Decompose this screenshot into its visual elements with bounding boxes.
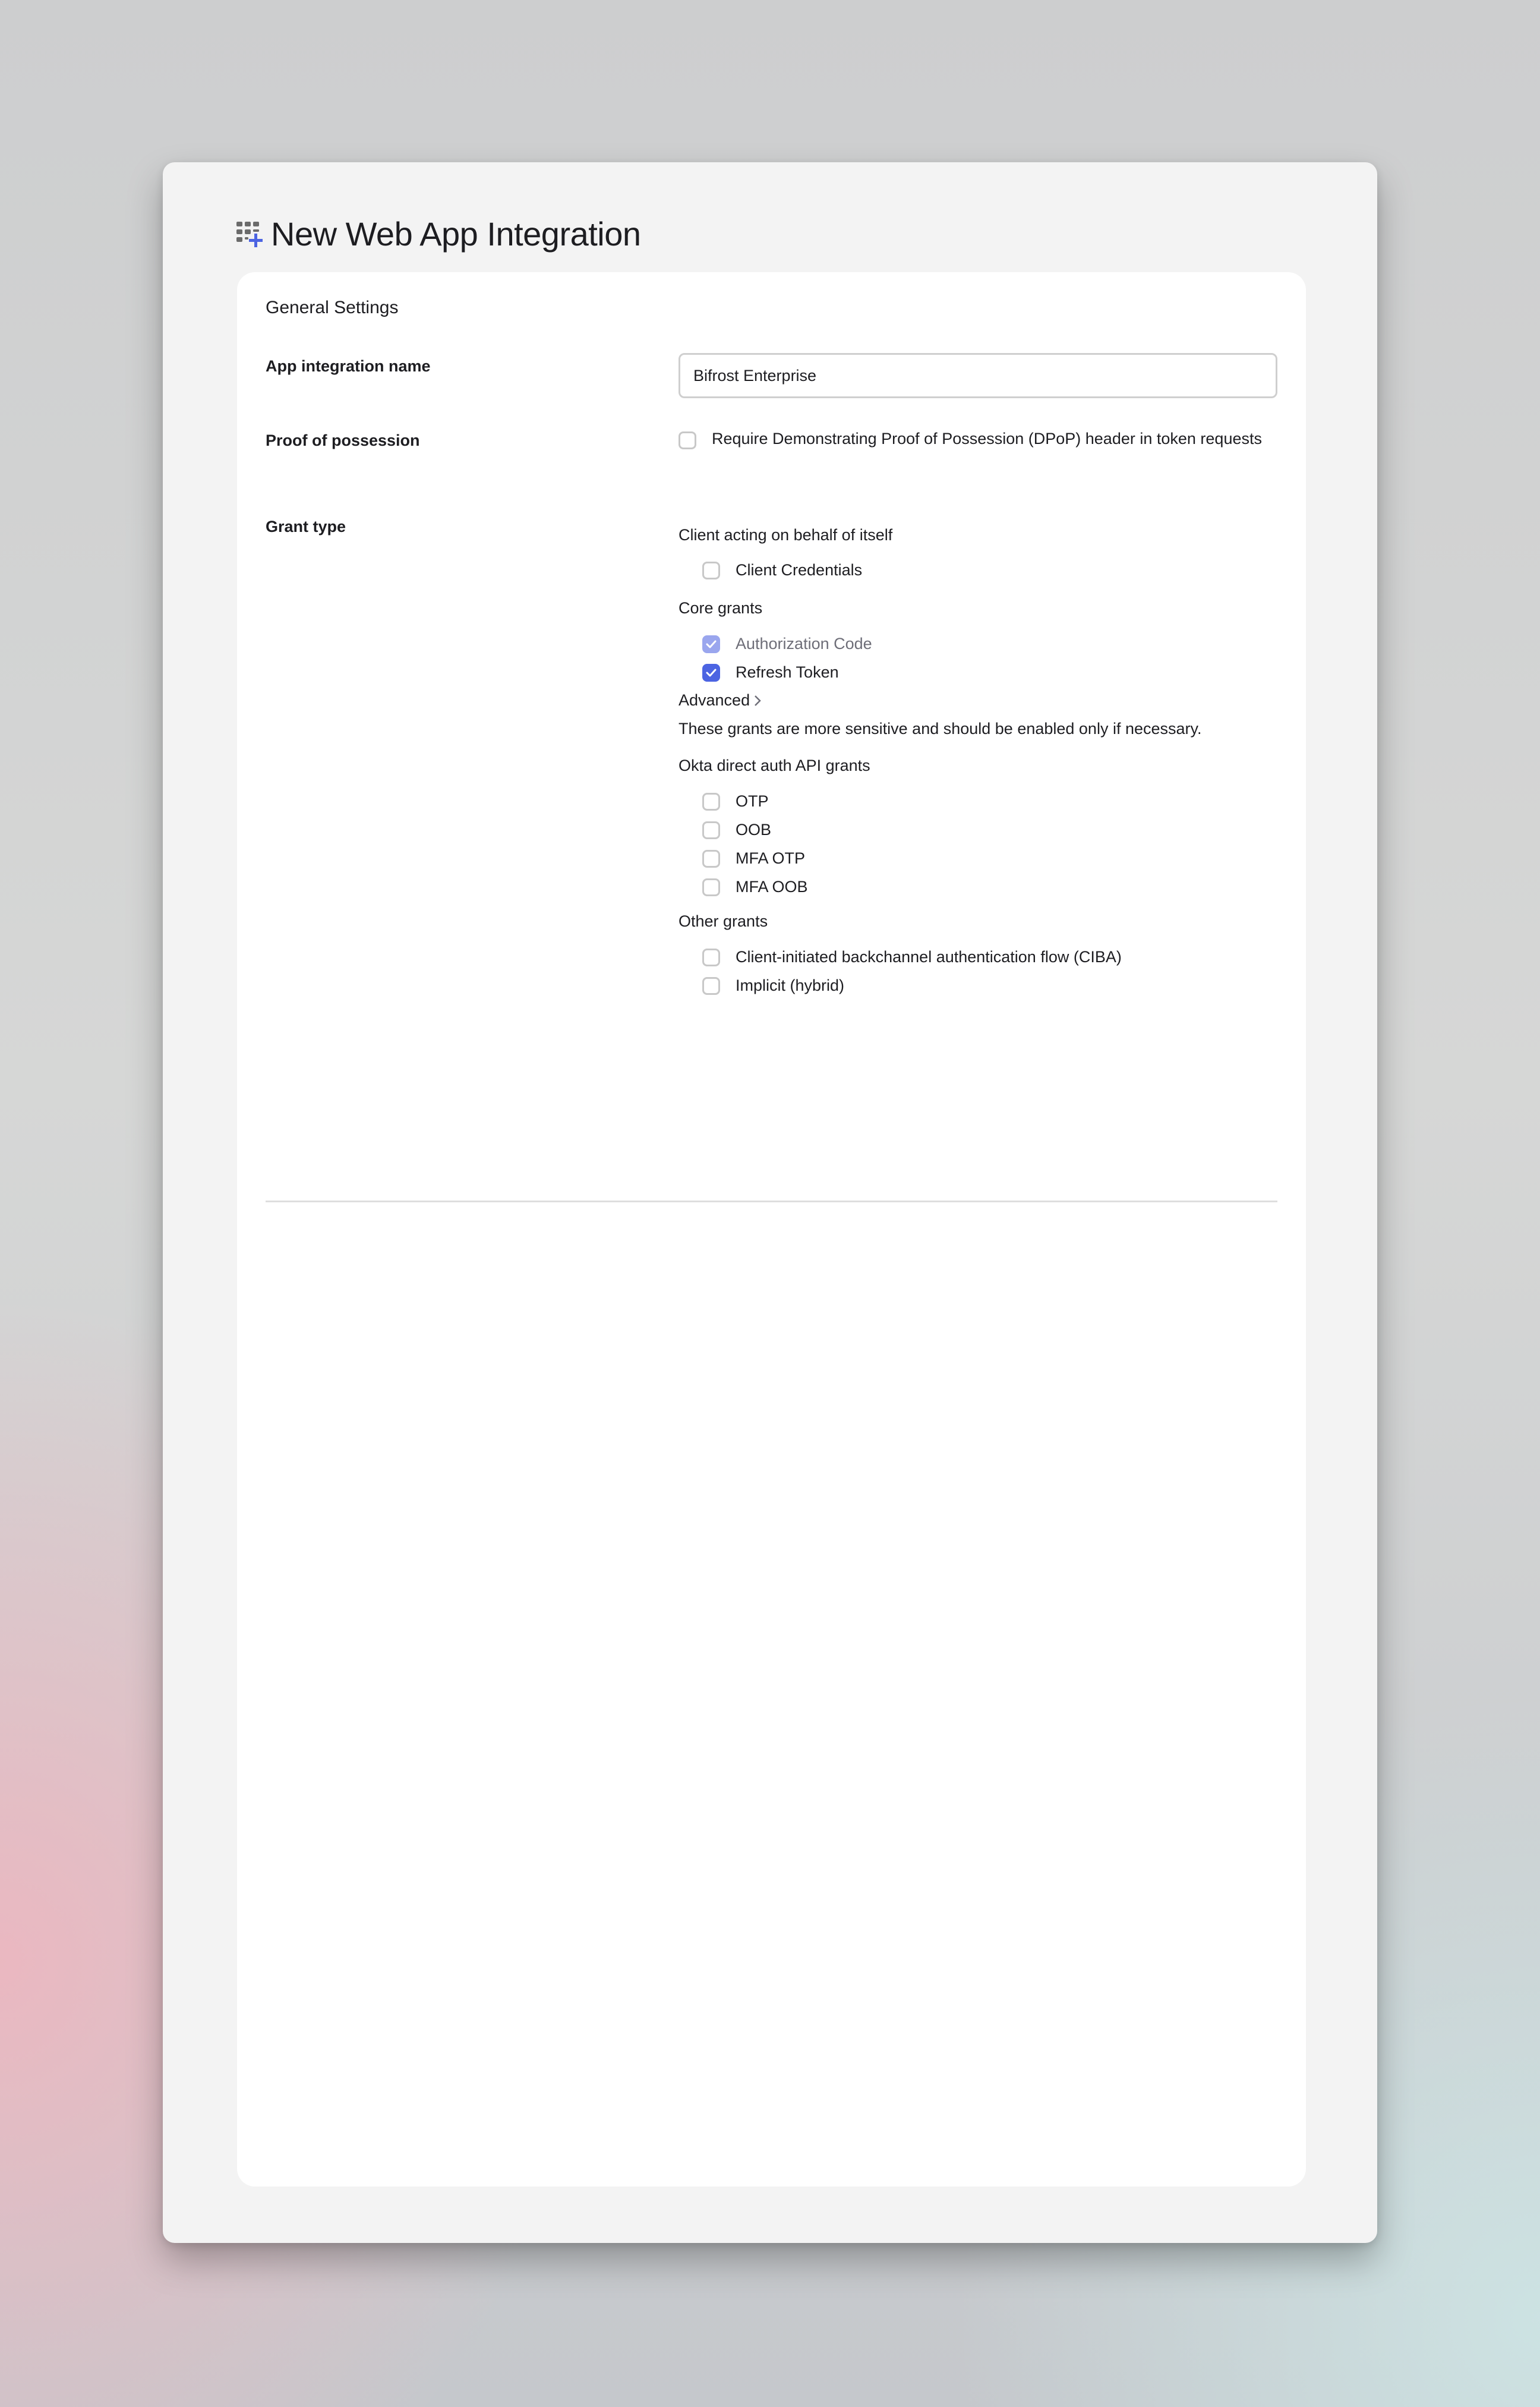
- app-name-label: App integration name: [266, 357, 431, 375]
- section-title-general-settings: General Settings: [266, 298, 399, 317]
- grant-implicit-hybrid[interactable]: [702, 976, 844, 995]
- mfa-otp-label: MFA OTP: [736, 849, 806, 867]
- check-icon: [706, 669, 717, 677]
- authorization-code-checkbox: [702, 635, 720, 653]
- grant-client-credentials[interactable]: [702, 561, 862, 579]
- grant-refresh-token[interactable]: [702, 663, 839, 682]
- grant-ciba[interactable]: [702, 948, 1122, 966]
- refresh-token-checkbox[interactable]: [702, 664, 720, 682]
- ciba-label: Client-initiated backchannel authentication flow (CIBA): [736, 948, 1122, 966]
- implicit-hybrid-label: Implicit (hybrid): [736, 976, 845, 994]
- advanced-note: These grants are more sensitive and should be enabled only if necessary.: [679, 720, 1202, 738]
- advanced-label: Advanced: [679, 691, 750, 709]
- refresh-token-label: Refresh Token: [736, 663, 839, 681]
- oob-label: OOB: [736, 821, 772, 839]
- client-group-label: Client acting on behalf of itself: [679, 526, 893, 544]
- check-icon: [706, 640, 717, 648]
- core-grants-label: Core grants: [679, 599, 763, 617]
- mfa-oob-checkbox[interactable]: [702, 878, 720, 896]
- form-card: [237, 272, 1306, 2187]
- app-grid-add-icon: [236, 219, 265, 248]
- new-app-integration-window: [163, 162, 1377, 2243]
- advanced-toggle[interactable]: [679, 691, 762, 710]
- grant-mfa-oob[interactable]: [702, 878, 808, 896]
- dpop-checkbox[interactable]: [679, 431, 696, 449]
- direct-auth-grants-label: Okta direct auth API grants: [679, 757, 870, 774]
- dpop-checkbox-row[interactable]: [679, 429, 1277, 453]
- mfa-otp-checkbox[interactable]: [702, 850, 720, 868]
- app-name-input[interactable]: [679, 353, 1277, 398]
- implicit-hybrid-checkbox[interactable]: [702, 977, 720, 995]
- proof-of-possession-label: Proof of possession: [266, 431, 420, 449]
- ciba-checkbox[interactable]: [702, 949, 720, 966]
- authorization-code-label: Authorization Code: [736, 635, 872, 653]
- other-grants-label: Other grants: [679, 912, 768, 930]
- chevron-right-icon: [753, 694, 762, 707]
- grant-otp[interactable]: [702, 792, 769, 811]
- divider: [266, 1201, 1277, 1202]
- client-credentials-checkbox[interactable]: [702, 562, 720, 579]
- client-credentials-label: Client Credentials: [736, 561, 863, 579]
- otp-checkbox[interactable]: [702, 793, 720, 811]
- dpop-checkbox-label: Require Demonstrating Proof of Possession (DPoP) header in token requests: [712, 430, 1262, 448]
- mfa-oob-label: MFA OOB: [736, 878, 808, 896]
- oob-checkbox[interactable]: [702, 821, 720, 839]
- grant-oob[interactable]: [702, 821, 771, 839]
- page-title: New Web App Integration: [271, 215, 641, 253]
- grant-authorization-code: [702, 635, 872, 653]
- grant-type-label: Grant type: [266, 518, 346, 535]
- grant-mfa-otp[interactable]: [702, 849, 805, 868]
- otp-label: OTP: [736, 792, 769, 810]
- page-header: [236, 210, 641, 257]
